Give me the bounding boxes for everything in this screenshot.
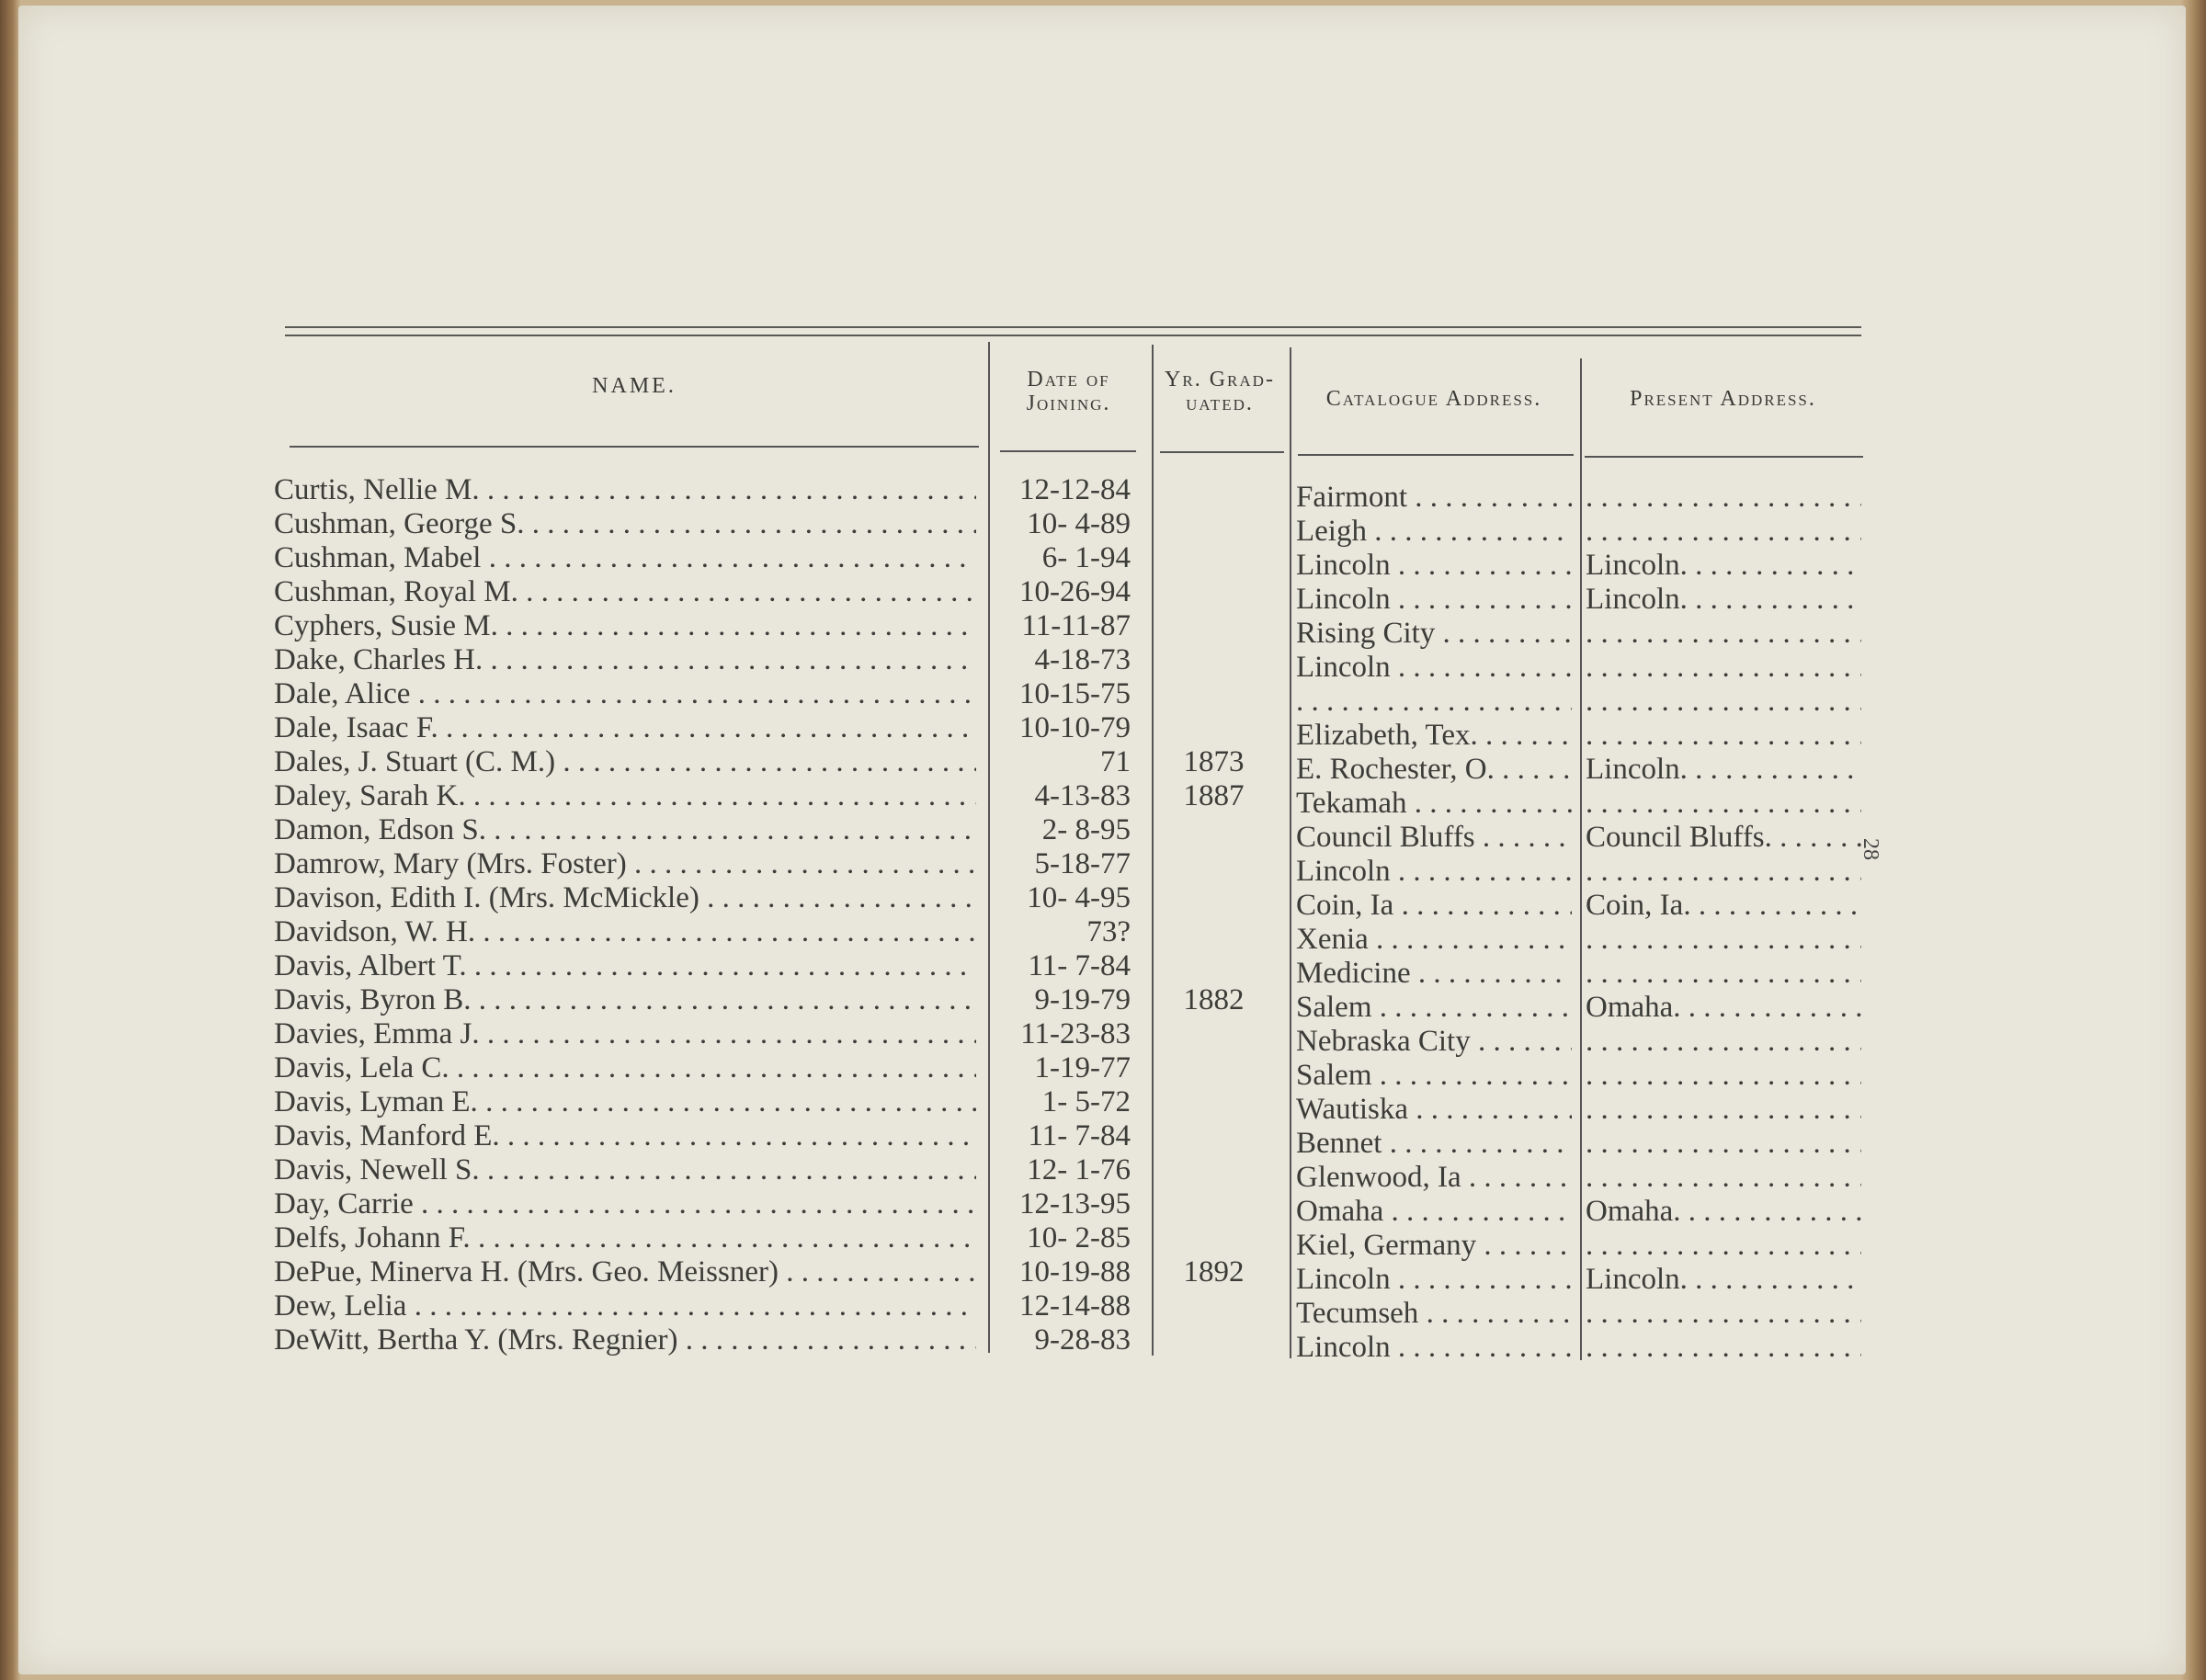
table-row <box>0 949 2206 990</box>
header-catalogue-address: Catalogue Address. <box>1325 387 1542 411</box>
grad-cell <box>1156 1119 1271 1153</box>
date-cell: 10-26-94 <box>1019 575 1131 608</box>
grad-cell <box>1156 609 1271 643</box>
name-cell: Curtis, Nellie M. . . . <box>274 473 976 507</box>
catalogue-cell: E. Rochester, O. . . . <box>1296 753 1572 787</box>
header-yr-graduated: Yr. Grad- uated. <box>1165 368 1275 415</box>
present-cell: Lincoln. . . . <box>1586 549 1861 583</box>
date-cell: 10-10-79 <box>1019 711 1131 744</box>
catalogue-cell: Tekamah . . . <box>1296 787 1572 821</box>
date-cell: 1-19-77 <box>1034 1051 1131 1084</box>
header-underline-name <box>290 446 979 448</box>
catalogue-cell: Lincoln . . . <box>1296 1331 1572 1365</box>
name-cell: Cushman, Mabel . . . <box>274 541 976 575</box>
name-cell: Davis, Lyman E. . . . <box>274 1085 976 1119</box>
header-name: NAME. <box>592 374 677 398</box>
name-cell: Davis, Newell S. . . . <box>274 1153 976 1187</box>
table-row <box>0 609 2206 650</box>
grad-cell <box>1156 1323 1271 1357</box>
name-cell: Dale, Isaac F. . . . <box>274 711 976 745</box>
table-row <box>0 779 2206 820</box>
catalogue-cell: Rising City . . . <box>1296 617 1572 651</box>
table-row <box>0 745 2206 786</box>
catalogue-cell: Medicine . . . <box>1296 957 1572 991</box>
grad-cell: 1873 <box>1183 745 1245 778</box>
name-cell: DePue, Minerva H. (Mrs. Geo. Meissner) . . . <box>274 1255 976 1289</box>
table-row <box>0 711 2206 752</box>
date-cell: 11-11-87 <box>1021 609 1131 642</box>
grad-cell <box>1156 847 1271 881</box>
date-cell: 12-14-88 <box>1019 1289 1131 1322</box>
grad-cell: 1882 <box>1183 983 1245 1016</box>
table-row <box>0 1051 2206 1092</box>
date-cell: 11- 7-84 <box>1028 949 1131 982</box>
catalogue-cell: Kiel, Germany . . . <box>1296 1229 1572 1263</box>
table-row <box>0 507 2206 548</box>
table-row <box>0 1017 2206 1058</box>
catalogue-cell: Lincoln . . . <box>1296 855 1572 889</box>
date-cell: 10- 4-89 <box>1027 507 1131 540</box>
table-row <box>0 1221 2206 1262</box>
present-cell: Omaha. . . . <box>1586 991 1861 1025</box>
grad-cell <box>1156 677 1271 711</box>
catalogue-cell: Salem . . . <box>1296 1059 1572 1093</box>
catalogue-cell: Glenwood, Ia . . . <box>1296 1161 1572 1195</box>
header-date-of-joining: Date of Joining. <box>1026 368 1111 415</box>
grad-cell <box>1156 1085 1271 1119</box>
header-underline-date <box>1000 450 1136 452</box>
catalogue-cell: Council Bluffs . . . <box>1296 821 1572 855</box>
catalogue-cell: Lincoln . . . <box>1296 651 1572 685</box>
name-cell: Delfs, Johann F. . . . <box>274 1221 976 1255</box>
present-cell: Lincoln. . . . <box>1586 583 1861 617</box>
date-cell: 11- 7-84 <box>1028 1119 1131 1152</box>
date-cell: 11-23-83 <box>1020 1017 1131 1050</box>
name-cell: Dake, Charles H. . . . <box>274 643 976 677</box>
date-cell: 10-19-88 <box>1019 1255 1131 1288</box>
name-cell: Daley, Sarah K. . . . <box>274 779 976 813</box>
date-cell: 9-28-83 <box>1034 1323 1131 1356</box>
grad-cell <box>1156 1051 1271 1085</box>
date-cell: 10- 2-85 <box>1027 1221 1131 1254</box>
grad-cell <box>1156 1187 1271 1221</box>
name-cell: Davis, Manford E. . . . <box>274 1119 976 1153</box>
table-row <box>0 575 2206 616</box>
date-cell: 12-12-84 <box>1019 473 1131 506</box>
table-row <box>0 1323 2206 1364</box>
date-cell: 10-15-75 <box>1019 677 1131 710</box>
name-cell: Damrow, Mary (Mrs. Foster) . . . <box>274 847 976 881</box>
name-cell: DeWitt, Bertha Y. (Mrs. Regnier) . . . <box>274 1323 976 1357</box>
catalogue-cell: Elizabeth, Tex. . . . <box>1296 719 1572 753</box>
name-cell: Dew, Lelia . . . <box>274 1289 976 1323</box>
present-cell: Lincoln. . . . <box>1586 1263 1861 1297</box>
present-cell: Omaha. . . . <box>1586 1195 1861 1229</box>
catalogue-cell: Coin, Ia . . . <box>1296 889 1572 923</box>
header-underline-catalogue <box>1298 454 1574 456</box>
present-cell <box>1586 1331 1861 1365</box>
grad-cell <box>1156 1289 1271 1323</box>
grad-cell <box>1156 1153 1271 1187</box>
grad-cell <box>1156 507 1271 541</box>
table-row <box>0 983 2206 1024</box>
present-cell: Lincoln. . . . <box>1586 753 1861 787</box>
name-cell: Davis, Albert T. . . . <box>274 949 976 983</box>
grad-cell <box>1156 541 1271 575</box>
catalogue-cell: Tecumseh . . . <box>1296 1297 1572 1331</box>
grad-cell <box>1156 1221 1271 1255</box>
table-row <box>0 881 2206 922</box>
table-row <box>0 1119 2206 1160</box>
grad-cell <box>1156 881 1271 915</box>
catalogue-cell: Lincoln . . . <box>1296 549 1572 583</box>
table-row <box>0 541 2206 582</box>
catalogue-cell: Wautiska . . . <box>1296 1093 1572 1127</box>
name-cell: Cyphers, Susie M. . . . <box>274 609 976 643</box>
date-cell: 9-19-79 <box>1034 983 1131 1016</box>
catalogue-cell: Bennet . . . <box>1296 1127 1572 1161</box>
name-cell: Dales, J. Stuart (C. M.) . . . <box>274 745 976 779</box>
name-cell: Dale, Alice . . . <box>274 677 976 711</box>
name-cell: Damon, Edson S. . . . <box>274 813 976 847</box>
grad-cell <box>1156 473 1271 507</box>
catalogue-cell: Omaha . . . <box>1296 1195 1572 1229</box>
catalogue-cell: Leigh . . . <box>1296 515 1572 549</box>
name-cell: Davidson, W. H. . . . <box>274 915 976 949</box>
top-rule <box>285 326 1861 328</box>
grad-cell <box>1156 1017 1271 1051</box>
date-cell: 71 <box>1100 745 1131 778</box>
name-cell: Davis, Byron B. . . . <box>274 983 976 1017</box>
name-cell: Day, Carrie . . . <box>274 1187 976 1221</box>
catalogue-cell: Xenia . . . <box>1296 923 1572 957</box>
catalogue-cell: Fairmont . . . <box>1296 481 1572 515</box>
grad-cell <box>1156 643 1271 677</box>
table-row <box>0 677 2206 711</box>
catalogue-cell: Lincoln . . . <box>1296 583 1572 617</box>
table-row <box>0 1289 2206 1330</box>
grad-cell: 1887 <box>1183 779 1245 812</box>
top-rule-2 <box>285 335 1861 336</box>
grad-cell <box>1156 949 1271 983</box>
table-row <box>0 473 2206 514</box>
date-cell: 73? <box>1086 915 1131 948</box>
present-cell: Coin, Ia. . . . <box>1586 889 1861 923</box>
date-cell: 4-13-83 <box>1034 779 1131 812</box>
name-cell: Davis, Lela C. . . . <box>274 1051 976 1085</box>
header-present-address: Present Address. <box>1630 387 1816 411</box>
date-cell: 10- 4-95 <box>1027 881 1131 914</box>
header-underline-grad <box>1160 451 1284 453</box>
header-underline-present <box>1585 456 1863 458</box>
table-row <box>0 1187 2206 1228</box>
table-row <box>0 1085 2206 1126</box>
name-cell: Davison, Edith I. (Mrs. McMickle) . . . <box>274 881 976 915</box>
date-cell: 12- 1-76 <box>1027 1153 1131 1186</box>
present-cell: Council Bluffs. . . . <box>1586 821 1861 855</box>
name-cell: Cushman, George S. . . . <box>274 507 976 541</box>
grad-cell <box>1156 575 1271 609</box>
name-cell: Cushman, Royal M. . . . <box>274 575 976 609</box>
table-row <box>0 1153 2206 1194</box>
grad-cell <box>1156 711 1271 745</box>
catalogue-cell: Salem . . . <box>1296 991 1572 1025</box>
date-cell: 6- 1-94 <box>1041 541 1131 574</box>
date-cell: 2- 8-95 <box>1041 813 1131 846</box>
table-row <box>0 643 2206 684</box>
date-cell: 4-18-73 <box>1034 643 1131 676</box>
name-cell: Davies, Emma J. . . . <box>274 1017 976 1051</box>
date-cell: 5-18-77 <box>1034 847 1131 880</box>
table-row <box>0 1255 2206 1296</box>
catalogue-cell: Nebraska City . . . <box>1296 1025 1572 1059</box>
date-cell: 1- 5-72 <box>1041 1085 1131 1118</box>
grad-cell: 1892 <box>1183 1255 1245 1288</box>
catalogue-cell: Lincoln . . . <box>1296 1263 1572 1297</box>
table-row <box>0 915 2206 956</box>
date-cell: 12-13-95 <box>1019 1187 1131 1220</box>
page-number: 28 <box>1859 838 1882 860</box>
grad-cell <box>1156 915 1271 949</box>
grad-cell <box>1156 813 1271 847</box>
